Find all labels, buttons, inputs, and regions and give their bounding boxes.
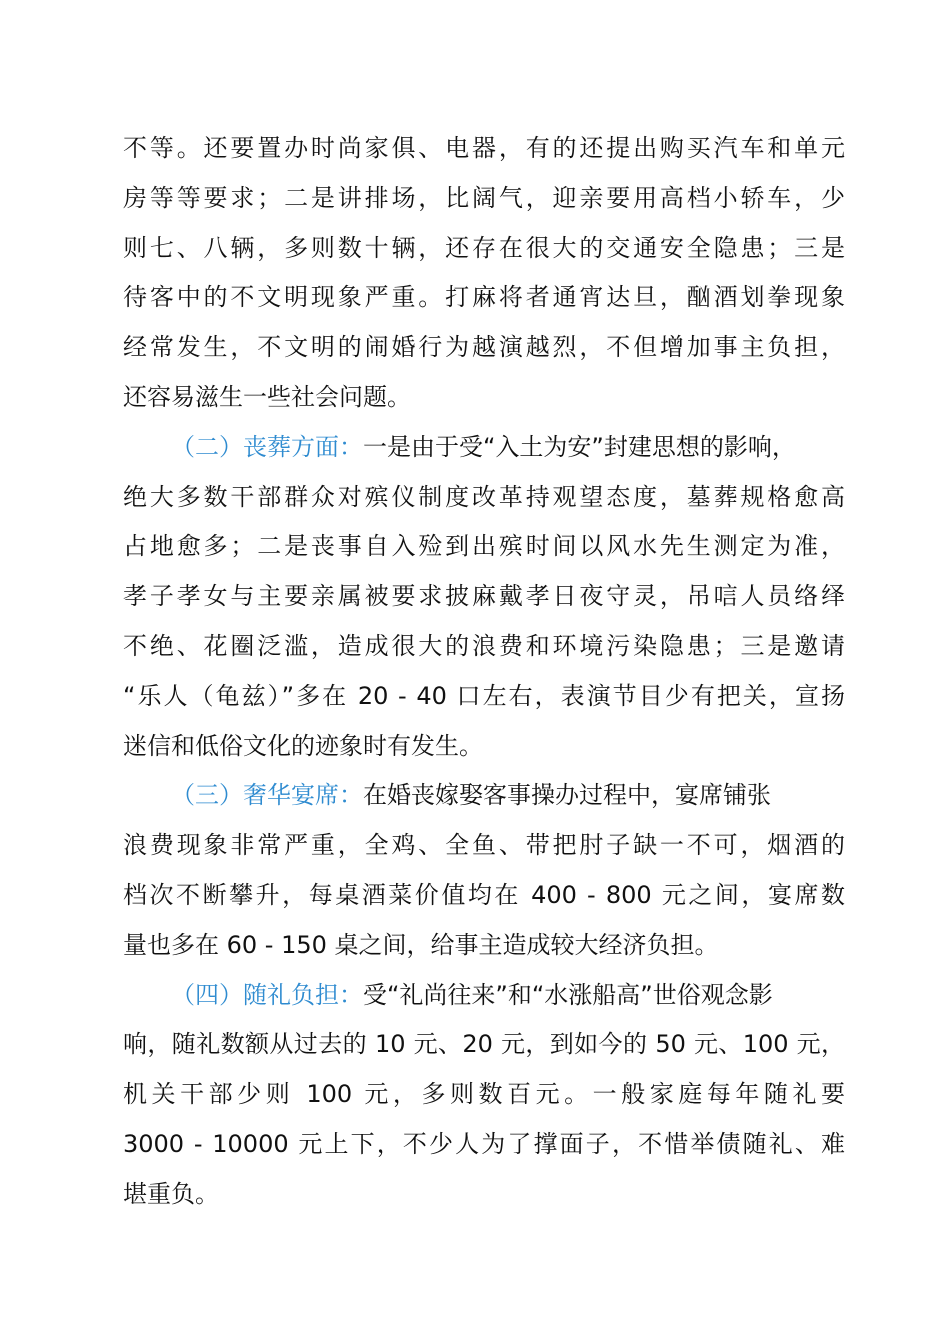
text-line: 经常发生，不文明的闹婚行为越演越烈，不但增加事主负担，	[123, 333, 845, 362]
section-heading-banquet: （三）奢华宴席：	[171, 781, 363, 810]
section-heading-gift-money: （四）随礼负担：	[171, 980, 363, 1009]
text-line: 则七、八辆，多则数十辆，还存在很大的交通安全隐患；三是	[123, 233, 845, 262]
text-line: 浪费现象非常严重，全鸡、全鱼、带把肘子缺一不可，烟酒的	[123, 831, 845, 860]
text-line: 不绝、花圈泛滥，造成很大的浪费和环境污染隐患；三是邀请	[123, 631, 845, 660]
text-line: 还容易滋生一些社会问题。	[123, 382, 411, 411]
section-first-line	[123, 771, 845, 821]
section-heading-funeral: （二）丧葬方面：	[171, 432, 363, 461]
text-line: 绝大多数干部群众对殡仪制度改革持观望态度，墓葬规格愈高	[123, 482, 845, 511]
text-line: 待客中的不文明现象严重。打麻将者通宵达旦，酗酒划拳现象	[123, 283, 845, 312]
section-banquet	[123, 771, 845, 970]
section-first-line	[123, 423, 845, 473]
text-line: 在婚丧嫁娶客事操办过程中，宴席铺张	[363, 781, 771, 810]
text-line: 一是由于受“入土为安”封建思想的影响，	[363, 432, 796, 461]
section-funeral	[123, 423, 845, 772]
text-line: 受“礼尚往来”和“水涨船高”世俗观念影	[363, 980, 773, 1009]
document-body	[123, 124, 845, 1220]
paragraph-wedding-continued	[123, 124, 845, 423]
section-first-line	[123, 971, 845, 1021]
text-line: 房等等要求；二是讲排场，比阔气，迎亲要用高档小轿车，少	[123, 183, 845, 212]
text-line: 迷信和低俗文化的迹象时有发生。	[123, 731, 483, 760]
text-line: “乐人（龟兹）”多在 20 - 40 口左右，表演节目少有把关，宣扬	[123, 681, 845, 710]
section-gift-money	[123, 971, 845, 1220]
text-line: 3000 - 10000 元上下，不少人为了撑面子，不惜举债随礼、难	[123, 1129, 845, 1158]
text-line: 占地愈多；二是丧事自入殓到出殡时间以风水先生测定为准，	[123, 532, 845, 561]
text-line: 量也多在 60 - 150 桌之间，给事主造成较大经济负担。	[123, 930, 719, 959]
text-line: 响，随礼数额从过去的 10 元、20 元，到如今的 50 元、100 元，	[123, 1030, 845, 1059]
text-line: 机关干部少则 100 元，多则数百元。一般家庭每年随礼要	[123, 1080, 845, 1109]
text-line: 不等。还要置办时尚家俱、电器，有的还提出购买汽车和单元	[123, 134, 845, 162]
text-line: 档次不断攀升，每桌酒菜价值均在 400 - 800 元之间，宴席数	[123, 880, 845, 909]
text-line: 孝子孝女与主要亲属被要求披麻戴孝日夜守灵，吊唁人员络绎	[123, 582, 845, 611]
text-line: 堪重负。	[123, 1179, 219, 1208]
